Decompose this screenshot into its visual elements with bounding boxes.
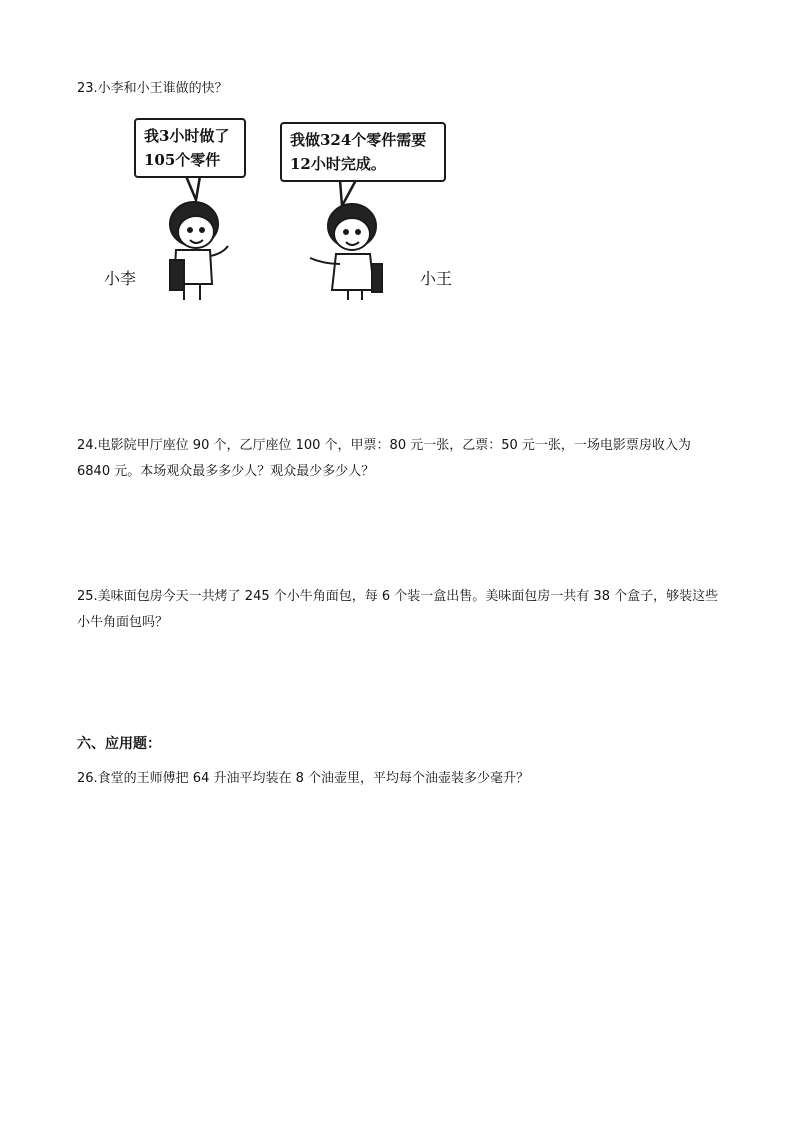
section-title: 六、应用题： xyxy=(77,736,161,752)
xiaoli-figure xyxy=(170,202,228,300)
xiaowang-name-label: 小王 xyxy=(420,269,453,288)
xiaoli-speech-line-1: 我3小时做了 xyxy=(144,127,230,145)
question-25: 25.美味面包房今天一共烤了 245 个小牛角面包，每 6 个装一盒出售。美味面包房一共有 38 个盒子，够装这些小牛角面包吗？ xyxy=(77,589,719,630)
xiaowang-speech-line-2: 12小时完成。 xyxy=(290,155,386,173)
xiaowang-figure xyxy=(310,204,382,300)
question-23: 23.小李和小王谁做的快？ xyxy=(77,81,228,96)
question-24: 24.电影院甲厅座位 90 个，乙厅座位 100 个，甲票：80 元一张，乙票：50 元一张，一场电影票房收入为 6840 元。本场观众最多多少人？观众最少多少人？ xyxy=(77,438,691,479)
xiaoli-name-label: 小李 xyxy=(104,269,137,288)
question-26: 26.食堂的王师傅把 64 升油平均装在 8 个油壶里，平均每个油壶装多少毫升？ xyxy=(77,771,530,786)
question-23-illustration xyxy=(104,114,464,304)
xiaoli-speech-bubble xyxy=(134,118,246,178)
li-bubble-tail xyxy=(186,176,200,200)
xiaoli-speech-line-2: 105个零件 xyxy=(144,151,221,169)
xiaowang-speech-bubble xyxy=(280,122,446,182)
xiaowang-speech-line-1: 我做324个零件需要 xyxy=(290,131,427,149)
wang-bubble-tail xyxy=(340,180,356,206)
